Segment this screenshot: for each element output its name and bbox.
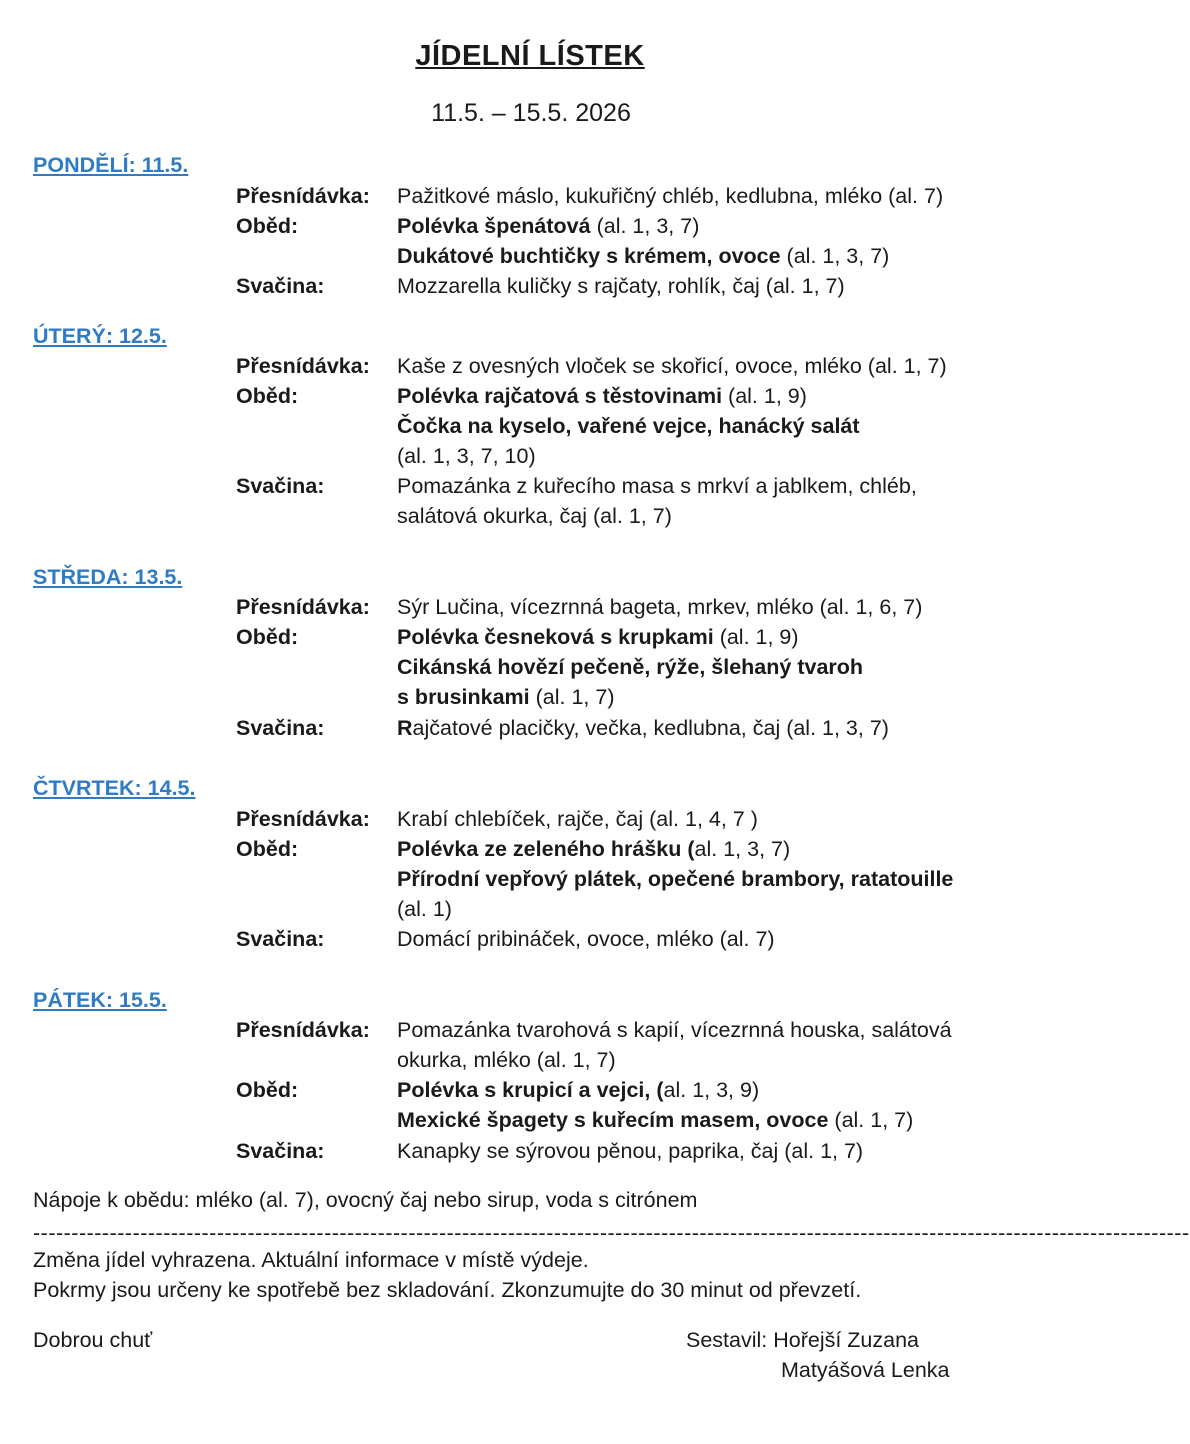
menu-title: JÍDELNÍ LÍSTEK <box>415 40 645 72</box>
monday-obed: Polévka špenátová (al. 1, 3, 7) Dukátové buchtičky s krémem, ovoce (al. 1, 3, 7) <box>397 214 890 268</box>
day-heading-thursday: ČTVRTEK: 14.5. <box>33 776 196 800</box>
thursday-svacina: Domácí pribináček, ovoce, mléko (al. 7) <box>397 927 775 951</box>
day-heading-tuesday: ÚTERÝ: 12.5. <box>33 324 167 348</box>
label-presnidavka: Přesnídávka: <box>236 184 370 208</box>
monday-svacina: Mozzarella kuličky s rajčaty, rohlík, čaj (al. 1, 7) <box>397 274 845 298</box>
label-obed: Oběd: <box>236 625 299 649</box>
tuesday-obed: Polévka rajčatová s těstovinami (al. 1, 9) Čočka na kyselo, vařené vejce, hanácký salát (al. 1, 3, 7, 10) <box>397 384 860 468</box>
author-line-1: Sestavil: Hořejší Zuzana <box>686 1328 920 1352</box>
label-obed: Oběd: <box>236 384 299 408</box>
wednesday-obed: Polévka česneková s krupkami (al. 1, 9) Cikánská hovězí pečeně, rýže, šlehaný tvaroh s brusinkami (al. 1, 7) <box>397 625 864 709</box>
tuesday-svacina: Pomazánka z kuřecího masa s mrkví a jablkem, chléb, salátová okurka, čaj (al. 1, 7) <box>397 474 917 528</box>
day-heading-monday: PONDĚLÍ: 11.5. <box>33 153 189 177</box>
friday-obed: Polévka s krupicí a vejci, (al. 1, 3, 9) Mexické špagety s kuřecím masem, ovoce (al. 1, 7) <box>397 1078 914 1132</box>
label-svacina: Svačina: <box>236 1139 325 1163</box>
thursday-presnidavka: Krabí chlebíček, rajče, čaj (al. 1, 4, 7 ) <box>397 807 758 831</box>
date-range: 11.5. – 15.5. 2026 <box>431 99 631 127</box>
thursday-obed: Polévka ze zeleného hrášku (al. 1, 3, 7) Přírodní vepřový plátek, opečené brambory, ratatouille (al. 1) <box>397 837 954 921</box>
day-heading-friday: PÁTEK: 15.5. <box>33 988 167 1012</box>
label-svacina: Svačina: <box>236 927 325 951</box>
notice-change: Změna jídel vyhrazena. Aktuální informace v místě výdeje. <box>33 1248 589 1272</box>
label-presnidavka: Přesnídávka: <box>236 354 370 378</box>
label-obed: Oběd: <box>236 1078 299 1102</box>
divider-line: ------------------------------------------------------------------------------------------------------------------------------------------------------- <box>33 1221 1190 1245</box>
greeting: Dobrou chuť <box>33 1328 153 1352</box>
label-presnidavka: Přesnídávka: <box>236 807 370 831</box>
label-obed: Oběd: <box>236 214 299 238</box>
friday-svacina: Kanapky se sýrovou pěnou, paprika, čaj (al. 1, 7) <box>397 1139 864 1163</box>
label-presnidavka: Přesnídávka: <box>236 1018 370 1042</box>
notice-storage: Pokrmy jsou určeny ke spotřebě bez skladování. Zkonzumujte do 30 minut od převzetí. <box>33 1278 862 1302</box>
drinks-note: Nápoje k obědu: mléko (al. 7), ovocný čaj nebo sirup, voda s citrónem <box>33 1188 698 1212</box>
label-svacina: Svačina: <box>236 716 325 740</box>
tuesday-presnidavka: Kaše z ovesných vloček se skořicí, ovoce, mléko (al. 1, 7) <box>397 354 947 378</box>
label-obed: Oběd: <box>236 837 299 861</box>
label-presnidavka: Přesnídávka: <box>236 595 370 619</box>
day-heading-wednesday: STŘEDA: 13.5. <box>33 565 183 589</box>
monday-presnidavka: Pažitkové máslo, kukuřičný chléb, kedlubna, mléko (al. 7) <box>397 184 944 208</box>
label-svacina: Svačina: <box>236 474 325 498</box>
wednesday-svacina: Rajčatové placičky, večka, kedlubna, čaj (al. 1, 3, 7) <box>397 716 889 740</box>
friday-presnidavka: Pomazánka tvarohová s kapií, vícezrnná houska, salátová okurka, mléko (al. 1, 7) <box>397 1018 952 1072</box>
author-line-2: Matyášová Lenka <box>781 1358 950 1382</box>
label-svacina: Svačina: <box>236 274 325 298</box>
wednesday-presnidavka: Sýr Lučina, vícezrnná bageta, mrkev, mléko (al. 1, 6, 7) <box>397 595 923 619</box>
